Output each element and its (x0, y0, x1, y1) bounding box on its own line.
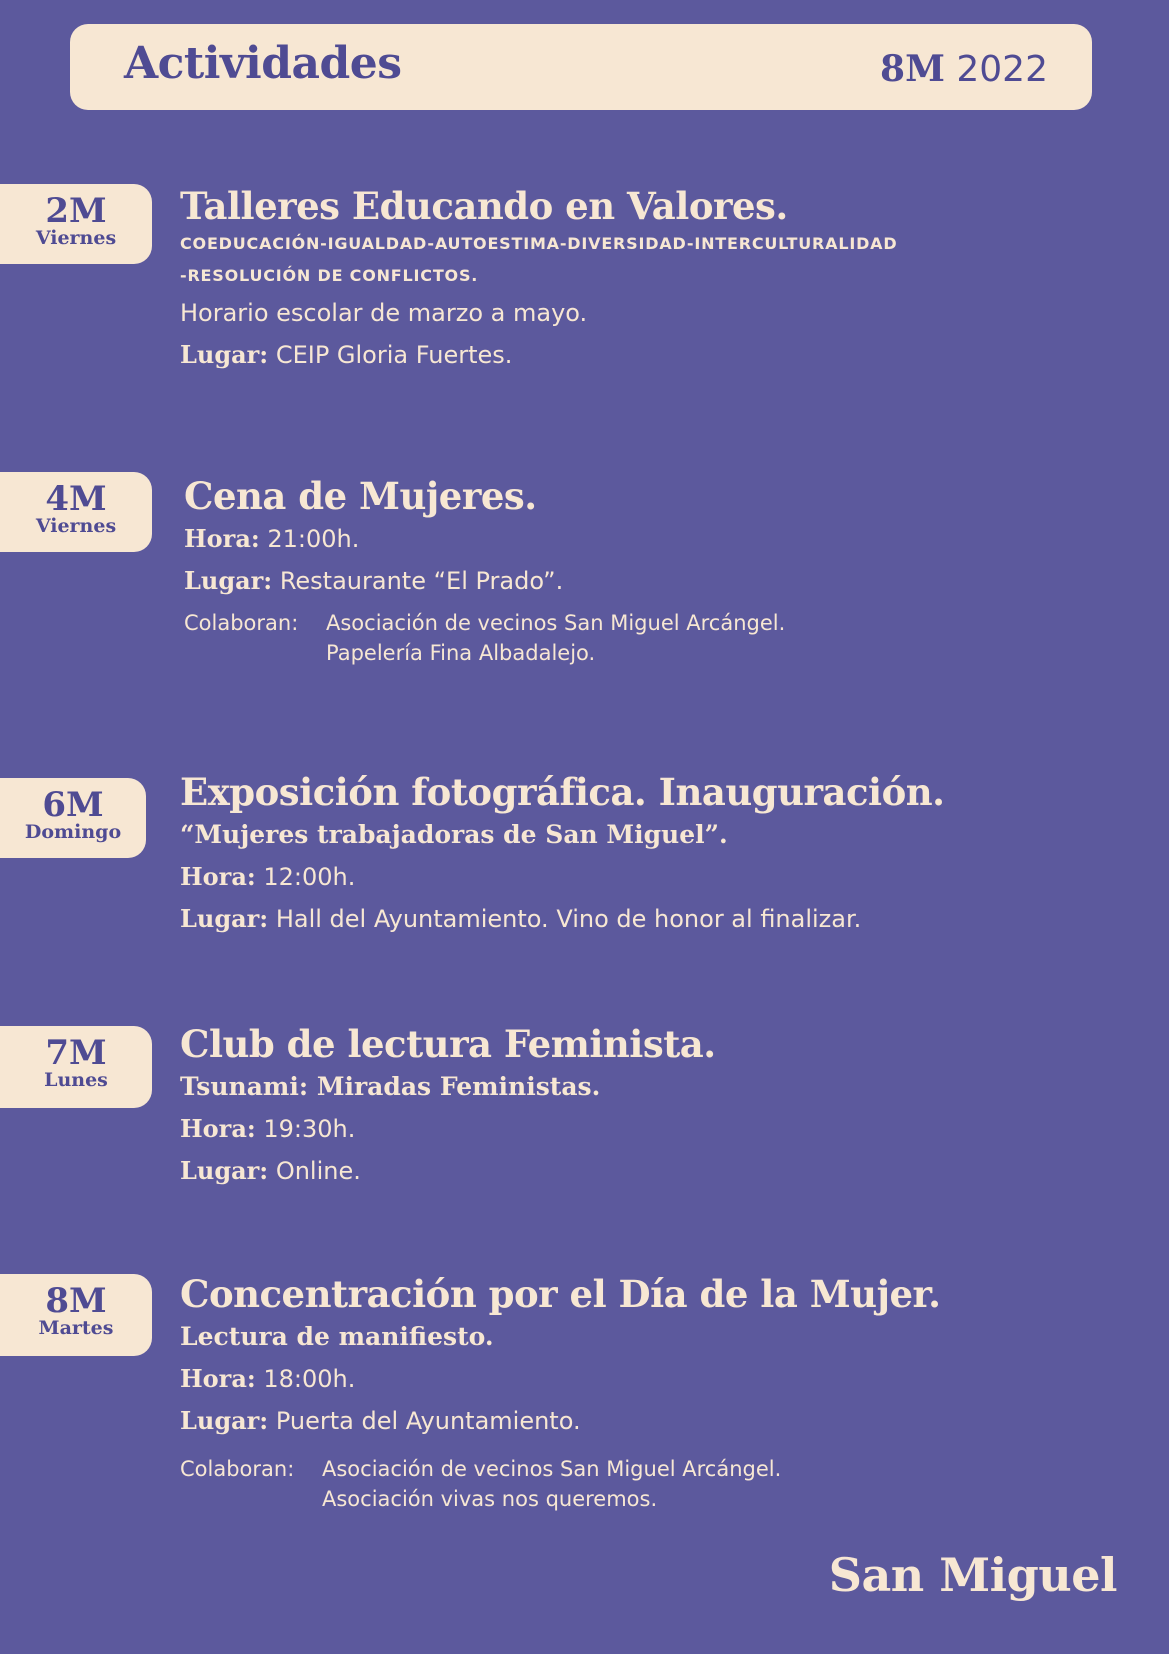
place-label: Lugar: (180, 340, 269, 369)
place-label: Lugar: (180, 1406, 269, 1435)
collab-item: Asociación de vecinos San Miguel Arcángel. (322, 1457, 782, 1481)
event-subtitle: Lectura de manifiesto. (180, 1322, 494, 1351)
event-tag-year: 2022 (956, 49, 1048, 90)
event-place (180, 898, 1149, 940)
place-value: Hall del Ayuntamiento. Vino de honor al finalizar. (275, 905, 862, 933)
place-value: Online. (275, 1157, 361, 1185)
time-value: 21:00h. (267, 525, 360, 553)
date-badge (0, 1026, 152, 1108)
time-label: Hora: (180, 1114, 256, 1143)
date-badge (0, 1274, 152, 1356)
collab-label: Colaboran: (184, 611, 299, 635)
collab-label: Colaboran: (180, 1457, 295, 1481)
time-label: Hora: (184, 524, 260, 553)
time-value: 19:30h. (263, 1115, 356, 1143)
page-title: Actividades (124, 38, 402, 89)
event-schedule: Horario escolar de marzo a mayo. (180, 299, 588, 327)
event-time (180, 856, 1149, 898)
collaborators (180, 1454, 1149, 1514)
event-item (184, 474, 1149, 668)
date-day: 8M (45, 1281, 107, 1321)
event-place (184, 560, 1149, 602)
event-time (184, 518, 1149, 560)
date-weekday: Domingo (24, 821, 122, 843)
place-value: CEIP Gloria Fuertes. (275, 341, 513, 369)
collab-item: Asociación vivas nos queremos. (322, 1487, 658, 1511)
date-weekday: Lunes (44, 1069, 108, 1091)
header-banner (70, 24, 1092, 110)
event-place (180, 334, 1149, 376)
event-topics: COEDUCACIÓN-IGUALDAD-AUTOESTIMA-DIVERSIDAD-INTERCULTURALIDAD (180, 234, 898, 253)
event-time (180, 1108, 1149, 1150)
date-weekday: Martes (38, 1317, 114, 1339)
time-value: 18:00h. (263, 1365, 356, 1393)
event-title: Talleres Educando en Valores. (180, 184, 788, 228)
event-place (180, 1150, 1149, 1192)
event-item (180, 1022, 1149, 1192)
date-day: 2M (45, 191, 107, 231)
date-day: 7M (45, 1033, 107, 1073)
event-item (180, 770, 1149, 940)
event-time (180, 1358, 1149, 1400)
place-label: Lugar: (180, 904, 269, 933)
event-tag-bold: 8M (880, 48, 945, 90)
collab-item: Asociación de vecinos San Miguel Arcángel. (326, 611, 786, 635)
event-topics-cont: -RESOLUCIÓN DE CONFLICTOS. (180, 266, 479, 285)
date-day: 6M (42, 785, 104, 825)
event-tag (880, 48, 1048, 90)
place-label: Lugar: (180, 1156, 269, 1185)
date-day: 4M (45, 479, 107, 519)
place-label: Lugar: (184, 566, 273, 595)
date-badge (0, 472, 152, 552)
time-label: Hora: (180, 862, 256, 891)
event-title: Cena de Mujeres. (184, 474, 537, 518)
place-value: Puerta del Ayuntamiento. (275, 1407, 581, 1435)
time-value: 12:00h. (263, 863, 356, 891)
event-place (180, 1400, 1149, 1442)
date-badge (0, 184, 152, 264)
event-title: Exposición fotográfica. Inauguración. (180, 770, 945, 814)
event-title: Club de lectura Feminista. (180, 1022, 716, 1066)
collaborators (184, 608, 1149, 668)
event-title: Concentración por el Día de la Mujer. (180, 1272, 941, 1316)
brand-footer: San Miguel (828, 1548, 1117, 1602)
collab-item: Papelería Fina Albadalejo. (326, 641, 596, 665)
date-weekday: Viernes (35, 515, 117, 537)
time-label: Hora: (180, 1364, 256, 1393)
date-badge (0, 778, 146, 858)
event-subtitle: Tsunami: Miradas Feministas. (180, 1072, 601, 1101)
event-item (180, 184, 1149, 376)
date-weekday: Viernes (35, 227, 117, 249)
event-subtitle: “Mujeres trabajadoras de San Miguel”. (180, 820, 728, 849)
event-item (180, 1272, 1149, 1514)
place-value: Restaurante “El Prado”. (279, 567, 564, 595)
